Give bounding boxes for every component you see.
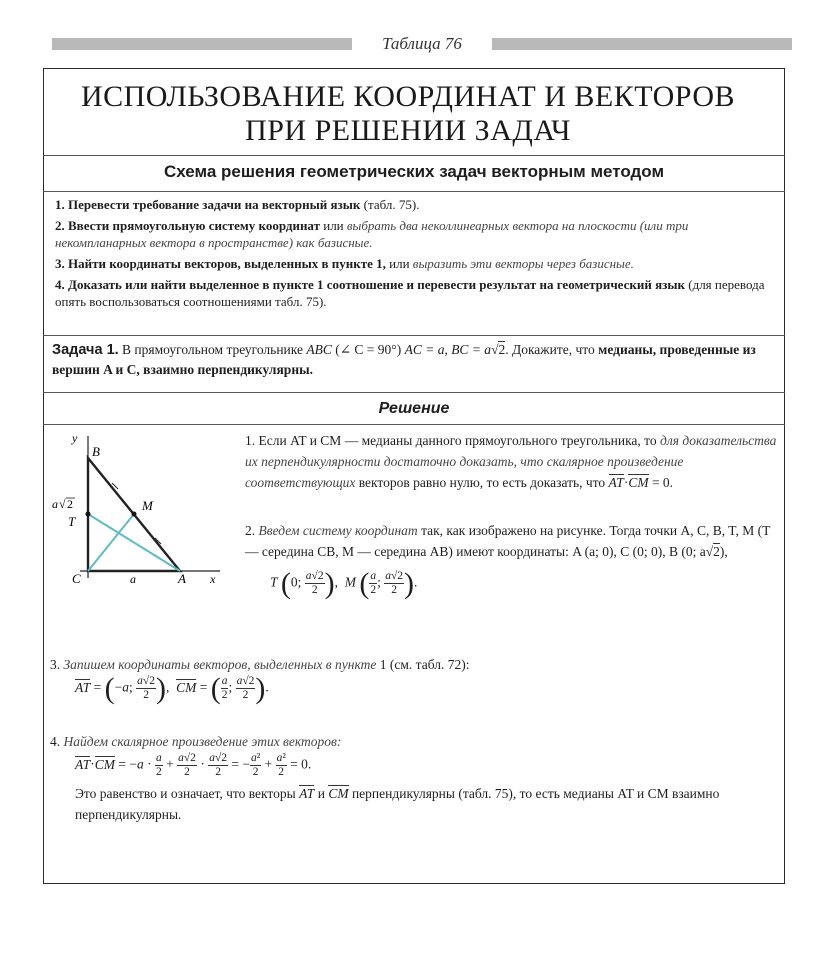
label-a: A bbox=[178, 571, 186, 586]
label-y: y bbox=[72, 431, 78, 445]
task-label: Задача 1. bbox=[52, 342, 119, 358]
scheme-step: 3. Найти координаты векторов, выделенных в пункте 1, или выразить эти векторы через базисные. bbox=[55, 256, 634, 271]
scheme-step: 1. Перевести требование задачи на векторный язык (табл. 75). bbox=[55, 197, 420, 212]
label-x: x bbox=[210, 572, 216, 586]
label-c: C bbox=[72, 571, 81, 586]
page-title bbox=[0, 80, 816, 148]
median-at bbox=[88, 514, 180, 571]
header-bar-left bbox=[52, 38, 352, 50]
scheme-step: 2. Ввести прямоугольную систему координат или выбрать два неколлинеарных вектора на плоскости (или три некомпланарных вектора в пространстве) как базисные. bbox=[55, 218, 689, 250]
solution-step-4: 4. Найдем скалярное произведение этих векторов: AT·CM = −a · $\frac{a}{2}$ + $\frac{a√2}{2}$ · $\frac{a√2}{2}$ = − $\frac{\text{a²}}{2}$ + $\frac{\text{a²}}{2}$ = 0. Это равенство и означает, что векторы AT и CM перпендикулярны (табл. 75), то есть медианы AT и CM взаимно перпендикулярны. bbox=[50, 734, 720, 822]
scheme-heading: Схема решения геометрических задач векторным методом bbox=[163, 162, 665, 181]
point-t bbox=[86, 512, 91, 517]
divider bbox=[43, 191, 785, 192]
divider bbox=[43, 424, 785, 425]
divider bbox=[43, 155, 785, 156]
label-b: B bbox=[92, 444, 100, 459]
divider bbox=[43, 392, 785, 393]
triangle-figure bbox=[50, 428, 235, 593]
label-t: T bbox=[68, 514, 76, 529]
task-statement: Задача 1. В прямоугольном треугольнике ABC (∠ C = 90°) AC = a, BC = a√2. Докажите, что медианы, проведенные из вершин A и C, взаимно перпендикулярны. bbox=[52, 342, 756, 377]
title-line-1: ИСПОЛЬЗОВАНИЕ КООРДИНАТ И ВЕКТОРОВ bbox=[80, 80, 736, 113]
label-m: M bbox=[142, 498, 153, 513]
scheme-step: 4. Доказать или найти выделенное в пункте 1 соотношение и перевести результат на геометрический язык (для перевода опять воспользоваться соотношениями табл. 75). bbox=[55, 277, 765, 309]
table-label: Таблица 76 bbox=[382, 34, 462, 53]
header-bar-right bbox=[492, 38, 792, 50]
label-a-root: a bbox=[52, 497, 58, 511]
solution-step-3: 3. Запишем координаты векторов, выделенных в пункте 1 (см. табл. 72): AT = (−a; $\frac{a√2}{2}$ ), CM = ( $\frac{a}{2}$ ; $\frac{a√2}{2}$ ). bbox=[50, 657, 470, 705]
label-root2: 2 bbox=[67, 497, 73, 511]
label-a-axis: a bbox=[130, 572, 136, 586]
solution-step-1: 1. Если AT и CM — медианы данного прямоугольного треугольника, то для доказательства их перпендикулярности достаточно доказать, что скалярное произведение соответствующих векторов равно нулю, то есть доказать, что AT·CM = 0. bbox=[245, 433, 777, 490]
divider bbox=[43, 335, 785, 336]
solution-heading: Решение bbox=[378, 400, 450, 417]
label-root-sign: √ bbox=[59, 497, 66, 511]
scheme-steps bbox=[55, 196, 780, 314]
median-cm bbox=[88, 514, 134, 571]
title-line-2: ПРИ РЕШЕНИИ ЗАДАЧ bbox=[245, 114, 571, 147]
point-m bbox=[132, 512, 137, 517]
solution-step-2: 2. Введем систему координат так, как изображено на рисунке. Тогда точки A, C, B, T, M (T — середина CB, M — середина AB) имеют координаты: A (a; 0), C (0; 0), B (0; a√2), T (0; $\frac{a√2}{2}$ ), M ( $\frac{a}{2}$ ; $\frac{a√2}{2}$ ). bbox=[245, 523, 771, 600]
